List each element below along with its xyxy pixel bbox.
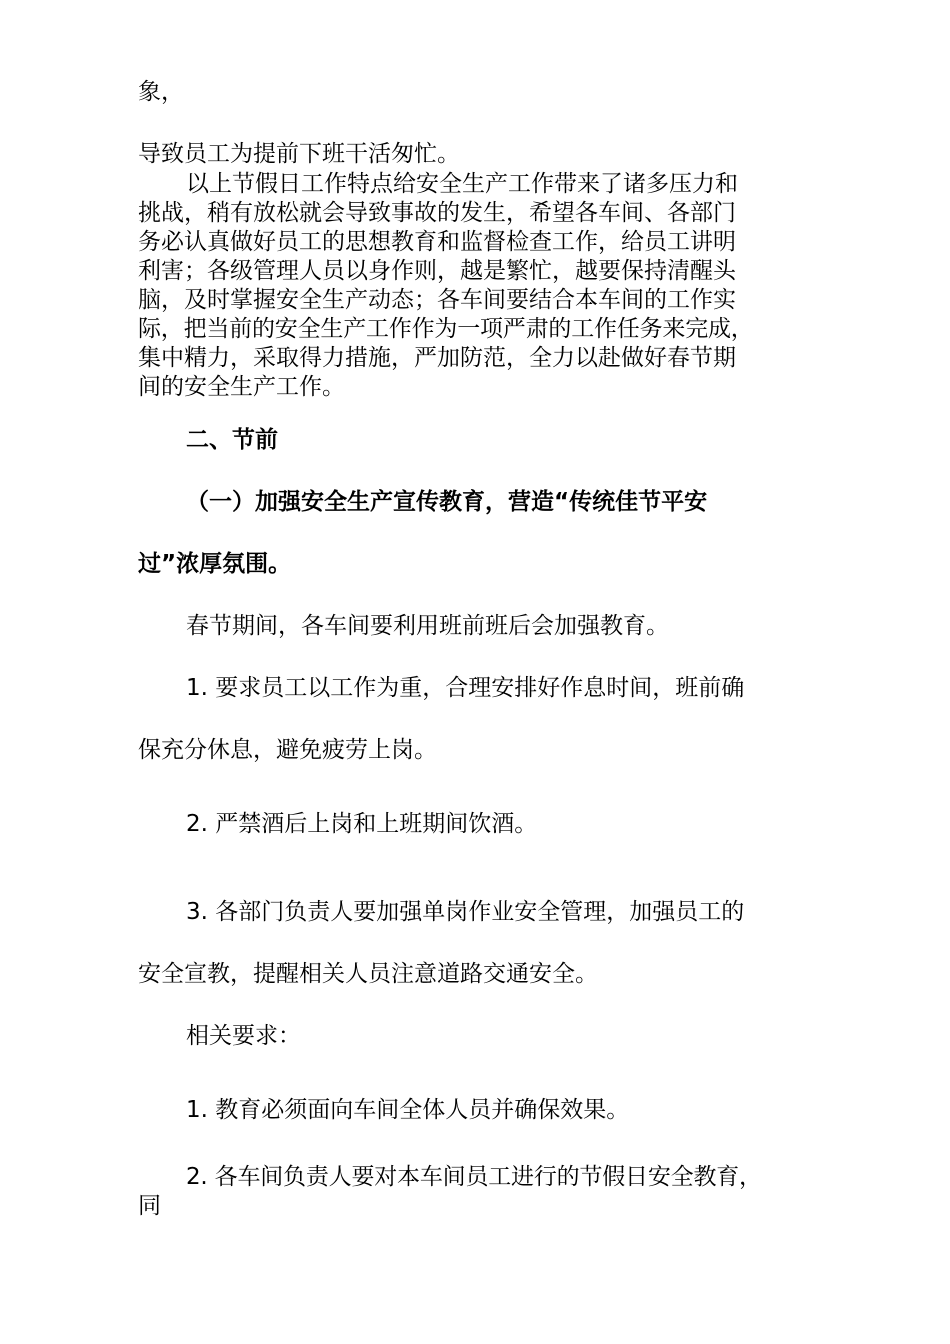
list-item-continued: 同 bbox=[138, 1193, 161, 1219]
text-line: 集中精力，采取得力措施，严加防范，全力以赴做好春节期 bbox=[138, 345, 736, 371]
text-line: 务必认真做好员工的思想教育和监督检查工作，给员工讲明 bbox=[138, 229, 736, 255]
list-item: 3. 各部门负责人要加强单岗作业安全管理，加强员工的 bbox=[186, 899, 745, 925]
list-item: 1. 教育必须面向车间全体人员并确保效果。 bbox=[186, 1097, 630, 1123]
paragraph-start: 以上节假日工作特点给安全生产工作带来了诸多压力和 bbox=[186, 171, 738, 197]
text-line: 际，把当前的安全生产工作作为一项严肃的工作任务来完成， bbox=[138, 316, 754, 342]
paragraph-start: 相关要求： bbox=[186, 1023, 301, 1049]
list-item: 2. 严禁酒后上岗和上班期间饮酒。 bbox=[186, 811, 538, 837]
section-heading: 二、节前 bbox=[186, 427, 278, 453]
paragraph-start: 春节期间，各车间要利用班前班后会加强教育。 bbox=[186, 613, 669, 639]
subsection-heading: （一）加强安全生产宣传教育，营造“传统佳节平安 bbox=[186, 489, 708, 515]
text-line: 脑，及时掌握安全生产动态；各车间要结合本车间的工作实 bbox=[138, 287, 736, 313]
list-item-continued: 保充分休息，避免疲劳上岗。 bbox=[138, 737, 437, 763]
list-item: 1. 要求员工以工作为重，合理安排好作息时间，班前确 bbox=[186, 675, 745, 701]
list-item: 2. 各车间负责人要对本车间员工进行的节假日安全教育， bbox=[186, 1164, 762, 1190]
subsection-heading-continued: 过”浓厚氛围。 bbox=[138, 551, 292, 577]
text-line: 导致员工为提前下班干活匆忙。 bbox=[138, 141, 460, 167]
text-line: 间的安全生产工作。 bbox=[138, 374, 345, 400]
list-item-continued: 安全宣教，提醒相关人员注意道路交通安全。 bbox=[138, 961, 598, 987]
text-line: 象， bbox=[138, 79, 184, 105]
text-line: 利害；各级管理人员以身作则，越是繁忙，越要保持清醒头 bbox=[138, 258, 736, 284]
text-line: 挑战，稍有放松就会导致事故的发生，希望各车间、各部门 bbox=[138, 200, 736, 226]
